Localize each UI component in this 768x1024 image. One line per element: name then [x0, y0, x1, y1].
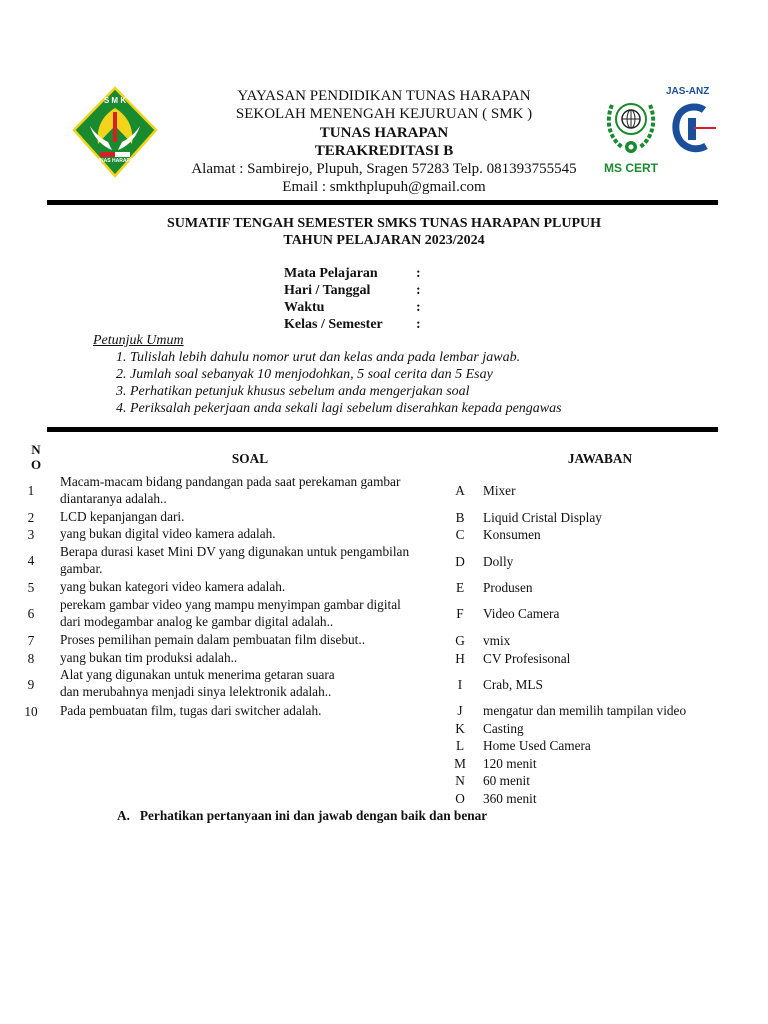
question-number: 10 — [24, 704, 38, 719]
question-text: LCD kepanjangan dari. — [60, 509, 185, 524]
question-number: 7 — [27, 633, 35, 648]
question-number: 6 — [27, 606, 35, 621]
exam-year: TAHUN PELAJARAN 2023/2024 — [283, 233, 485, 248]
answer-letter: C — [455, 527, 465, 542]
answer-letter: L — [455, 738, 465, 753]
question-text: Macam-macam bidang pandangan pada saat perekaman gambar diantaranya adalah.. — [60, 474, 401, 506]
meta-date-label: Hari / Tanggal — [284, 283, 371, 298]
answer-letter: B — [455, 510, 465, 525]
smk-logo-top-text: S M K — [103, 96, 127, 105]
question-number: 3 — [27, 527, 35, 542]
question-number: 2 — [27, 510, 35, 525]
instruction-item: 2. Jumlah soal sebanyak 10 menjodohkan, 5 soal cerita dan 5 Esay — [116, 367, 493, 382]
question-number: 1 — [27, 483, 35, 498]
smk-logo-bottom-text: TUNAS HARAPAN — [93, 158, 137, 164]
school-type: SEKOLAH MENENGAH KEJURUAN ( SMK ) — [235, 106, 533, 122]
exam-title: SUMATIF TENGAH SEMESTER SMKS TUNAS HARAPAN PLUPUH — [166, 216, 602, 231]
meta-class-colon: : — [416, 317, 421, 332]
meta-subject-label: Mata Pelajaran — [284, 266, 378, 281]
answer-text: Dolly — [483, 554, 514, 569]
question-text: yang bukan tim produksi adalah.. — [60, 650, 238, 665]
school-address: Alamat : Sambirejo, Plupuh, Sragen 57283 Telp. 081393755545 — [191, 161, 577, 177]
answer-text: Mixer — [483, 483, 516, 498]
answer-letter: J — [457, 703, 463, 718]
answer-text: 60 menit — [483, 773, 530, 788]
section-a-heading: A. Perhatikan pertanyaan ini dan jawab dengan baik dan benar — [117, 808, 488, 823]
accreditation: TERAKREDITASI B — [314, 143, 454, 159]
answer-letter: E — [455, 580, 465, 595]
ms-cert-text: MS CERT — [604, 161, 658, 175]
answer-text: Liquid Cristal Display — [483, 510, 602, 525]
school-email: Email : smkthplupuh@gmail.com — [282, 179, 486, 195]
answer-text: Home Used Camera — [483, 738, 591, 753]
instructions-heading: Petunjuk Umum — [93, 333, 184, 348]
question-text: perekam gambar video yang mampu menyimpan gambar digital dari modegambar analog ke gambar digital adalah.. — [60, 597, 401, 629]
answer-letter: K — [455, 721, 465, 736]
answer-letter: O — [455, 791, 465, 806]
school-name: TUNAS HARAPAN — [319, 125, 449, 141]
answer-letter: F — [456, 606, 464, 621]
meta-time-label: Waktu — [284, 300, 325, 315]
answer-text: 360 menit — [483, 791, 537, 806]
answer-letter: I — [457, 677, 463, 692]
answer-text: CV Profesisonal — [483, 651, 571, 666]
answer-text: Konsumen — [483, 527, 541, 542]
question-number: 5 — [27, 580, 35, 595]
instructions-divider — [47, 427, 718, 432]
jas-anz-text: JAS-ANZ — [666, 86, 710, 97]
question-text: Alat yang digunakan untuk menerima getaran suara dan merubahnya menjadi sinya lelektronik adalah.. — [60, 667, 335, 699]
question-text: Pada pembuatan film, tugas dari switcher adalah. — [60, 703, 322, 718]
answer-text: 120 menit — [483, 756, 537, 771]
question-number: 8 — [27, 651, 35, 666]
answer-letter: D — [455, 554, 465, 569]
jawaban-column-header: JAWABAN — [567, 451, 633, 466]
question-text: Berapa durasi kaset Mini DV yang digunakan untuk pengambilan gambar. — [60, 544, 410, 576]
no-column-header: N O — [30, 442, 42, 472]
question-text: yang bukan digital video kamera adalah. — [60, 526, 276, 541]
soal-column-header: SOAL — [231, 451, 269, 466]
answer-letter: M — [454, 756, 466, 771]
meta-class-label: Kelas / Semester — [284, 317, 383, 332]
question-number: 9 — [27, 677, 35, 692]
answer-text: vmix — [483, 633, 511, 648]
answer-letter: N — [455, 773, 465, 788]
header-divider — [47, 200, 718, 205]
instruction-item: 3. Perhatikan petunjuk khusus sebelum anda mengerjakan soal — [116, 384, 470, 399]
meta-date-colon: : — [416, 283, 421, 298]
meta-time-colon: : — [416, 300, 421, 315]
answer-letter: A — [455, 483, 465, 498]
question-text: yang bukan kategori video kamera adalah. — [60, 579, 286, 594]
answer-letter: H — [455, 651, 465, 666]
foundation-name: YAYASAN PENDIDIKAN TUNAS HARAPAN — [237, 88, 531, 104]
instruction-item: 1. Tulislah lebih dahulu nomor urut dan kelas anda pada lembar jawab. — [116, 350, 521, 365]
answer-letter: G — [455, 633, 465, 648]
answer-text: Crab, MLS — [483, 677, 543, 692]
answer-text: Casting — [483, 721, 524, 736]
question-text: Proses pemilihan pemain dalam pembuatan film disebut.. — [60, 632, 366, 647]
answer-text: Produsen — [483, 580, 533, 595]
answer-text: mengatur dan memilih tampilan video — [483, 703, 687, 718]
question-number: 4 — [27, 553, 35, 568]
answer-text: Video Camera — [483, 606, 560, 621]
instruction-item: 4. Periksalah pekerjaan anda sekali lagi sebelum diserahkan kepada pengawas — [116, 401, 562, 416]
meta-subject-colon: : — [416, 266, 421, 281]
